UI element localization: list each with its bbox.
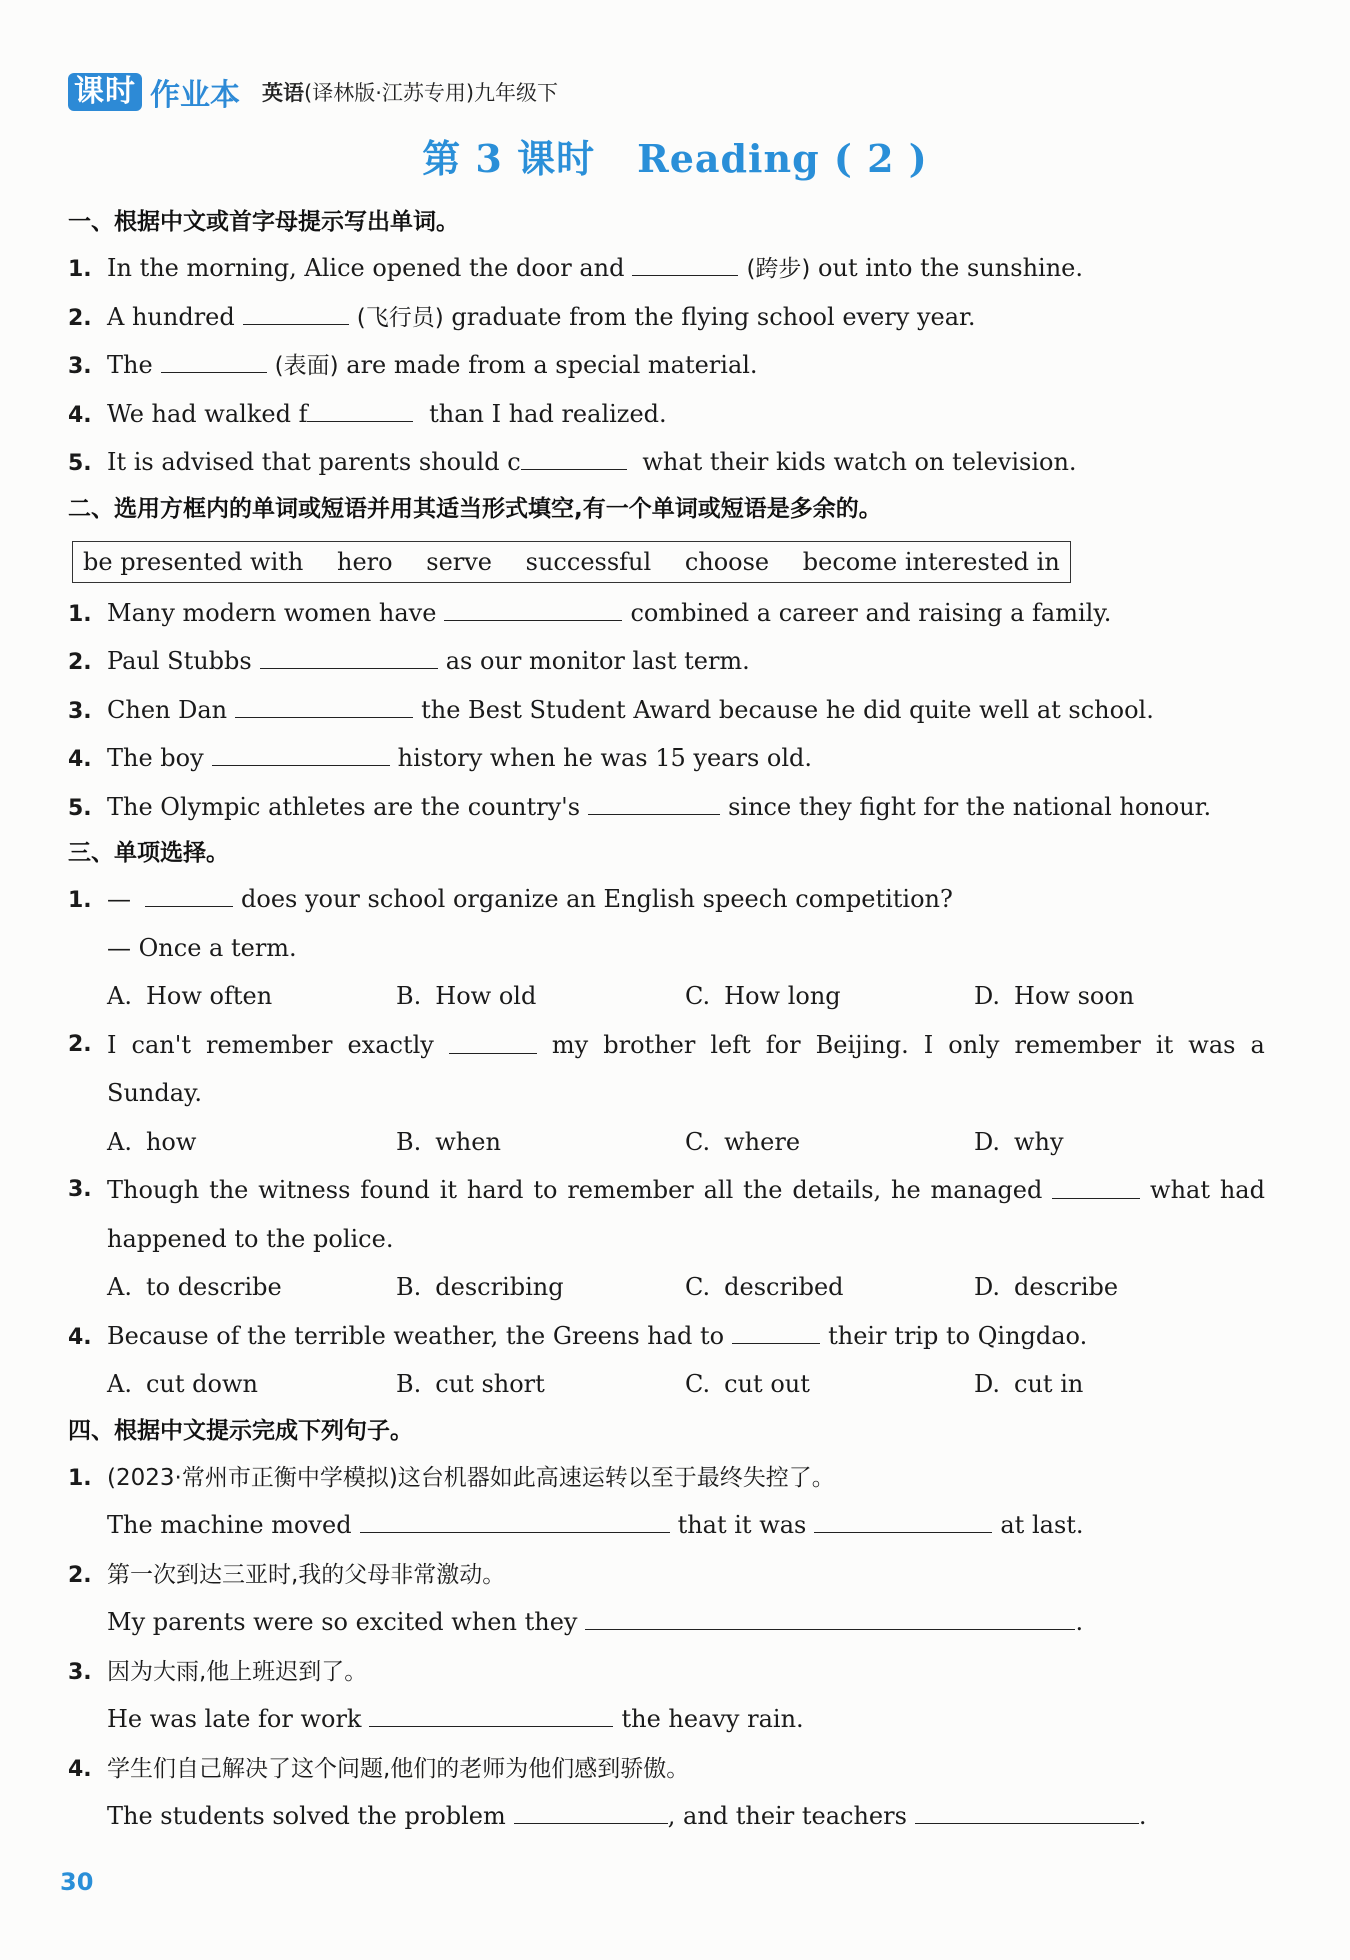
s4-item-2-en	[68, 1598, 1268, 1647]
s4-item-4-cn	[68, 1744, 1268, 1793]
word: hard	[466, 1176, 524, 1204]
option-letter: B.	[396, 1273, 422, 1301]
answer-blank[interactable]	[632, 253, 738, 276]
word: left	[710, 1030, 751, 1059]
item-number: 1.	[68, 257, 92, 282]
item-text: that it was	[677, 1511, 807, 1539]
item-text: as our monitor last term.	[445, 647, 750, 675]
page-title	[0, 128, 1350, 183]
option-b[interactable]	[396, 1263, 685, 1312]
hint: (跨步)	[746, 256, 811, 282]
option-text: describe	[1014, 1273, 1119, 1301]
option-b[interactable]	[396, 1360, 685, 1409]
item-text: .	[1075, 1608, 1084, 1636]
option-c[interactable]	[685, 1263, 974, 1312]
word: can't	[131, 1030, 191, 1059]
item-number: 2.	[68, 1031, 92, 1057]
page-number: 30	[60, 1868, 94, 1896]
item-text: the heavy rain.	[621, 1705, 804, 1733]
option-text: cut out	[724, 1370, 810, 1398]
word: for	[765, 1030, 801, 1059]
option-letter: D.	[974, 982, 1001, 1010]
option-letter: B.	[396, 1370, 422, 1398]
option-text: why	[1014, 1127, 1064, 1156]
option-letter: D.	[974, 1127, 1001, 1156]
item-number: 2.	[68, 650, 92, 675]
item-text: The Olympic athletes are the country's	[107, 792, 581, 821]
option-text: How often	[145, 982, 273, 1010]
item-number: 5.	[68, 451, 92, 476]
answer-blank[interactable]	[732, 1321, 820, 1344]
s3-q1-answer: — Once a term.	[107, 933, 297, 962]
chinese-prompt: 学生们自己解决了这个问题,他们的老师为他们感到骄傲。	[107, 1755, 690, 1782]
word: managed	[930, 1176, 1043, 1204]
option-a[interactable]	[107, 1118, 396, 1167]
option-text: how	[145, 1127, 197, 1156]
answer-blank[interactable]	[243, 302, 349, 325]
lesson-name: Reading ( 2 )	[637, 136, 928, 181]
item-text: than I had realized.	[429, 399, 667, 428]
word: only	[948, 1030, 1000, 1059]
option-text: How long	[724, 982, 841, 1010]
word: to	[533, 1176, 558, 1204]
s3-q3-continued: happened to the police.	[107, 1224, 394, 1253]
answer-blank[interactable]	[260, 646, 438, 669]
answer-blank[interactable]	[588, 792, 720, 815]
option-letter: C.	[685, 982, 711, 1010]
item-text: .	[1138, 1802, 1147, 1830]
option-text: described	[724, 1273, 844, 1301]
item-number: 1.	[68, 1465, 92, 1491]
item-number: 2.	[68, 1562, 92, 1588]
option-letter: A.	[107, 1370, 132, 1398]
word: it	[1155, 1030, 1174, 1059]
option-letter: A.	[107, 1273, 132, 1301]
word: the	[209, 1176, 249, 1204]
option-d[interactable]	[974, 1118, 1263, 1167]
answer-blank[interactable]	[444, 598, 622, 621]
item-text: combined a career and raising a family.	[630, 598, 1112, 627]
word: exactly	[347, 1030, 434, 1059]
item-text: The boy	[107, 744, 204, 772]
edition: (译林版·江苏专用)九年级下	[304, 81, 559, 105]
s4-item-2-cn	[68, 1550, 1268, 1599]
word: remember	[206, 1030, 333, 1059]
s4-item-4-en	[68, 1792, 1268, 1841]
answer-blank[interactable]	[514, 1801, 668, 1824]
s3-question-4	[68, 1312, 1268, 1361]
item-text: In the morning, Alice opened the door and	[107, 254, 625, 282]
item-number: 3.	[68, 354, 92, 379]
s1-item-5	[68, 438, 1268, 487]
word: found	[360, 1176, 430, 1204]
word-bank-item: serve	[426, 547, 493, 576]
option-text: How old	[435, 982, 537, 1010]
option-c[interactable]	[685, 972, 974, 1021]
item-text: Chen Dan	[107, 695, 228, 724]
answer-blank[interactable]	[161, 350, 267, 373]
item-text: Paul Stubbs	[107, 647, 252, 675]
chinese-prompt: 因为大雨,他上班迟到了。	[107, 1658, 368, 1685]
answer-blank[interactable]	[814, 1510, 992, 1533]
option-letter: C.	[685, 1273, 711, 1301]
option-a[interactable]	[107, 972, 396, 1021]
word: it	[439, 1176, 458, 1204]
item-text: what their kids watch on television.	[642, 448, 1077, 476]
item-text: A hundred	[107, 302, 235, 331]
answer-blank[interactable]	[307, 399, 413, 422]
option-letter: C.	[685, 1127, 711, 1156]
word: witness	[258, 1176, 351, 1204]
option-letter: B.	[396, 982, 422, 1010]
answer-blank[interactable]	[235, 695, 413, 718]
word: all	[703, 1176, 734, 1204]
option-a[interactable]	[107, 1263, 396, 1312]
s2-item-4	[68, 734, 1268, 783]
word: the	[743, 1176, 783, 1204]
item-text: The students solved the problem	[107, 1802, 506, 1830]
answer-blank[interactable]	[585, 1607, 1075, 1630]
s1-item-4	[68, 390, 1268, 439]
lesson-number: 第 3 课时	[422, 136, 596, 181]
word: Though	[107, 1176, 200, 1204]
exercise-content	[68, 200, 1268, 1841]
item-number: 2.	[68, 305, 92, 331]
s2-item-5	[68, 783, 1268, 832]
item-number: 1.	[68, 888, 92, 913]
item-text: does your school organize an English speech competition?	[241, 885, 953, 913]
subject: 英语	[262, 81, 304, 105]
s4-item-1-en	[68, 1501, 1268, 1550]
option-d[interactable]	[974, 972, 1263, 1021]
item-text: their trip to Qingdao.	[828, 1321, 1088, 1350]
item-text: Many modern women have	[107, 598, 437, 627]
item-text: the Best Student Award because he did quite well at school.	[421, 695, 1154, 724]
book-info	[262, 77, 558, 107]
s2-item-1	[68, 589, 1268, 638]
item-text: graduate from the flying school every year.	[451, 302, 976, 331]
option-letter: A.	[107, 1127, 132, 1156]
word-bank-item: choose	[684, 547, 770, 576]
item-text: My parents were so excited when they	[107, 1608, 578, 1636]
option-text: where	[724, 1127, 801, 1156]
option-text: when	[435, 1127, 501, 1156]
answer-blank[interactable]	[1052, 1166, 1140, 1199]
logo-text: 作业本	[150, 78, 240, 113]
section1-heading: 一、根据中文或首字母提示写出单词。	[68, 209, 459, 235]
item-text: It is advised that parents should c	[107, 448, 521, 476]
chinese-prompt: 第一次到达三亚时,我的父母非常激动。	[107, 1561, 506, 1588]
option-b[interactable]	[396, 972, 685, 1021]
word: I	[107, 1030, 117, 1059]
word-bank-item: hero	[337, 547, 393, 576]
s1-item-2	[68, 293, 1268, 342]
hint: (表面)	[274, 353, 339, 379]
item-number: 3.	[68, 698, 92, 724]
word: I	[923, 1030, 934, 1059]
item-number: 1.	[68, 601, 92, 627]
item-text: since they fight for the national honour.	[728, 792, 1212, 821]
item-number: 5.	[68, 795, 92, 821]
s3-q2-options	[68, 1118, 1268, 1167]
answer-blank[interactable]	[449, 1021, 537, 1054]
option-a[interactable]	[107, 1360, 396, 1409]
word: had	[1219, 1176, 1265, 1204]
section2-heading: 二、选用方框内的单词或短语并用其适当形式填空,有一个单词或短语是多余的。	[68, 495, 882, 522]
justified-text	[107, 1166, 1265, 1215]
option-letter: D.	[974, 1273, 1001, 1301]
item-text: —	[107, 885, 131, 913]
item-text: The machine moved	[107, 1511, 352, 1539]
s1-item-1	[68, 244, 1268, 293]
option-letter: B.	[396, 1127, 422, 1156]
option-d[interactable]	[974, 1360, 1263, 1409]
option-letter: D.	[974, 1370, 1001, 1398]
word: a	[1250, 1030, 1265, 1059]
item-number: 3.	[68, 1177, 92, 1202]
option-b[interactable]	[396, 1118, 685, 1167]
answer-blank[interactable]	[145, 884, 233, 907]
s4-item-1-cn	[68, 1453, 1268, 1502]
answer-blank[interactable]	[521, 447, 627, 470]
word: what	[1150, 1176, 1210, 1204]
s3-question-2	[68, 1021, 1268, 1070]
word: details,	[792, 1176, 882, 1204]
word: remember	[567, 1176, 694, 1204]
word-bank	[72, 541, 1071, 583]
s3-question-3	[68, 1166, 1268, 1215]
item-text: Because of the terrible weather, the Greens had to	[107, 1321, 725, 1350]
chinese-prompt: (2023·常州市正衡中学模拟)这台机器如此高速运转以至于最终失控了。	[107, 1464, 835, 1491]
item-text: We had walked f	[107, 399, 308, 428]
word: remember	[1014, 1030, 1141, 1059]
item-text: history when he was 15 years old.	[397, 744, 813, 772]
justified-text	[107, 1021, 1265, 1070]
logo-box: 课时	[68, 73, 142, 111]
option-letter: A.	[107, 982, 132, 1010]
option-text: cut down	[145, 1370, 258, 1398]
word: brother	[603, 1030, 696, 1059]
item-number: 4.	[68, 402, 92, 428]
word: he	[891, 1176, 921, 1204]
item-text: at last.	[1000, 1511, 1084, 1539]
answer-blank[interactable]	[369, 1704, 613, 1727]
s4-item-3-en	[68, 1695, 1268, 1744]
item-text: are made from a special material.	[346, 351, 758, 379]
s3-q1-options	[68, 972, 1268, 1021]
section3-heading: 三、单项选择。	[68, 840, 229, 866]
item-text: out into the sunshine.	[818, 254, 1083, 282]
option-text: to describe	[145, 1273, 282, 1301]
option-c[interactable]	[685, 1118, 974, 1167]
page-header	[68, 70, 558, 114]
s3-q2-continued: Sunday.	[107, 1079, 203, 1107]
word: my	[551, 1030, 589, 1059]
option-letter: C.	[685, 1370, 711, 1398]
word-bank-item: be presented with	[83, 547, 304, 576]
option-text: cut in	[1014, 1370, 1084, 1398]
word: was	[1188, 1030, 1236, 1059]
item-number: 4.	[68, 1324, 92, 1350]
item-text: , and their teachers	[667, 1802, 907, 1830]
answer-blank[interactable]	[212, 743, 390, 766]
s3-question-1	[68, 875, 1268, 924]
publisher-logo	[68, 70, 240, 114]
option-c[interactable]	[685, 1360, 974, 1409]
option-text: How soon	[1014, 982, 1135, 1010]
item-number: 3.	[68, 1659, 92, 1685]
word-bank-item: successful	[525, 547, 652, 576]
hint: (飞行员)	[356, 304, 444, 331]
item-text: The	[107, 351, 153, 379]
answer-blank[interactable]	[915, 1801, 1139, 1824]
s4-item-3-cn	[68, 1647, 1268, 1696]
s3-q4-options	[68, 1360, 1268, 1409]
word: Beijing.	[815, 1030, 909, 1059]
section4-heading: 四、根据中文提示完成下列句子。	[68, 1417, 413, 1444]
item-text: He was late for work	[107, 1705, 362, 1733]
option-text: describing	[435, 1273, 564, 1301]
item-number: 4.	[68, 1756, 92, 1782]
word-bank-item: become interested in	[802, 547, 1060, 576]
s3-q3-options	[68, 1263, 1268, 1312]
s2-item-3	[68, 686, 1268, 735]
item-number: 4.	[68, 747, 92, 772]
option-text: cut short	[435, 1370, 545, 1398]
s1-item-3	[68, 341, 1268, 390]
option-d[interactable]	[974, 1263, 1263, 1312]
answer-blank[interactable]	[360, 1510, 670, 1533]
s2-item-2	[68, 637, 1268, 686]
